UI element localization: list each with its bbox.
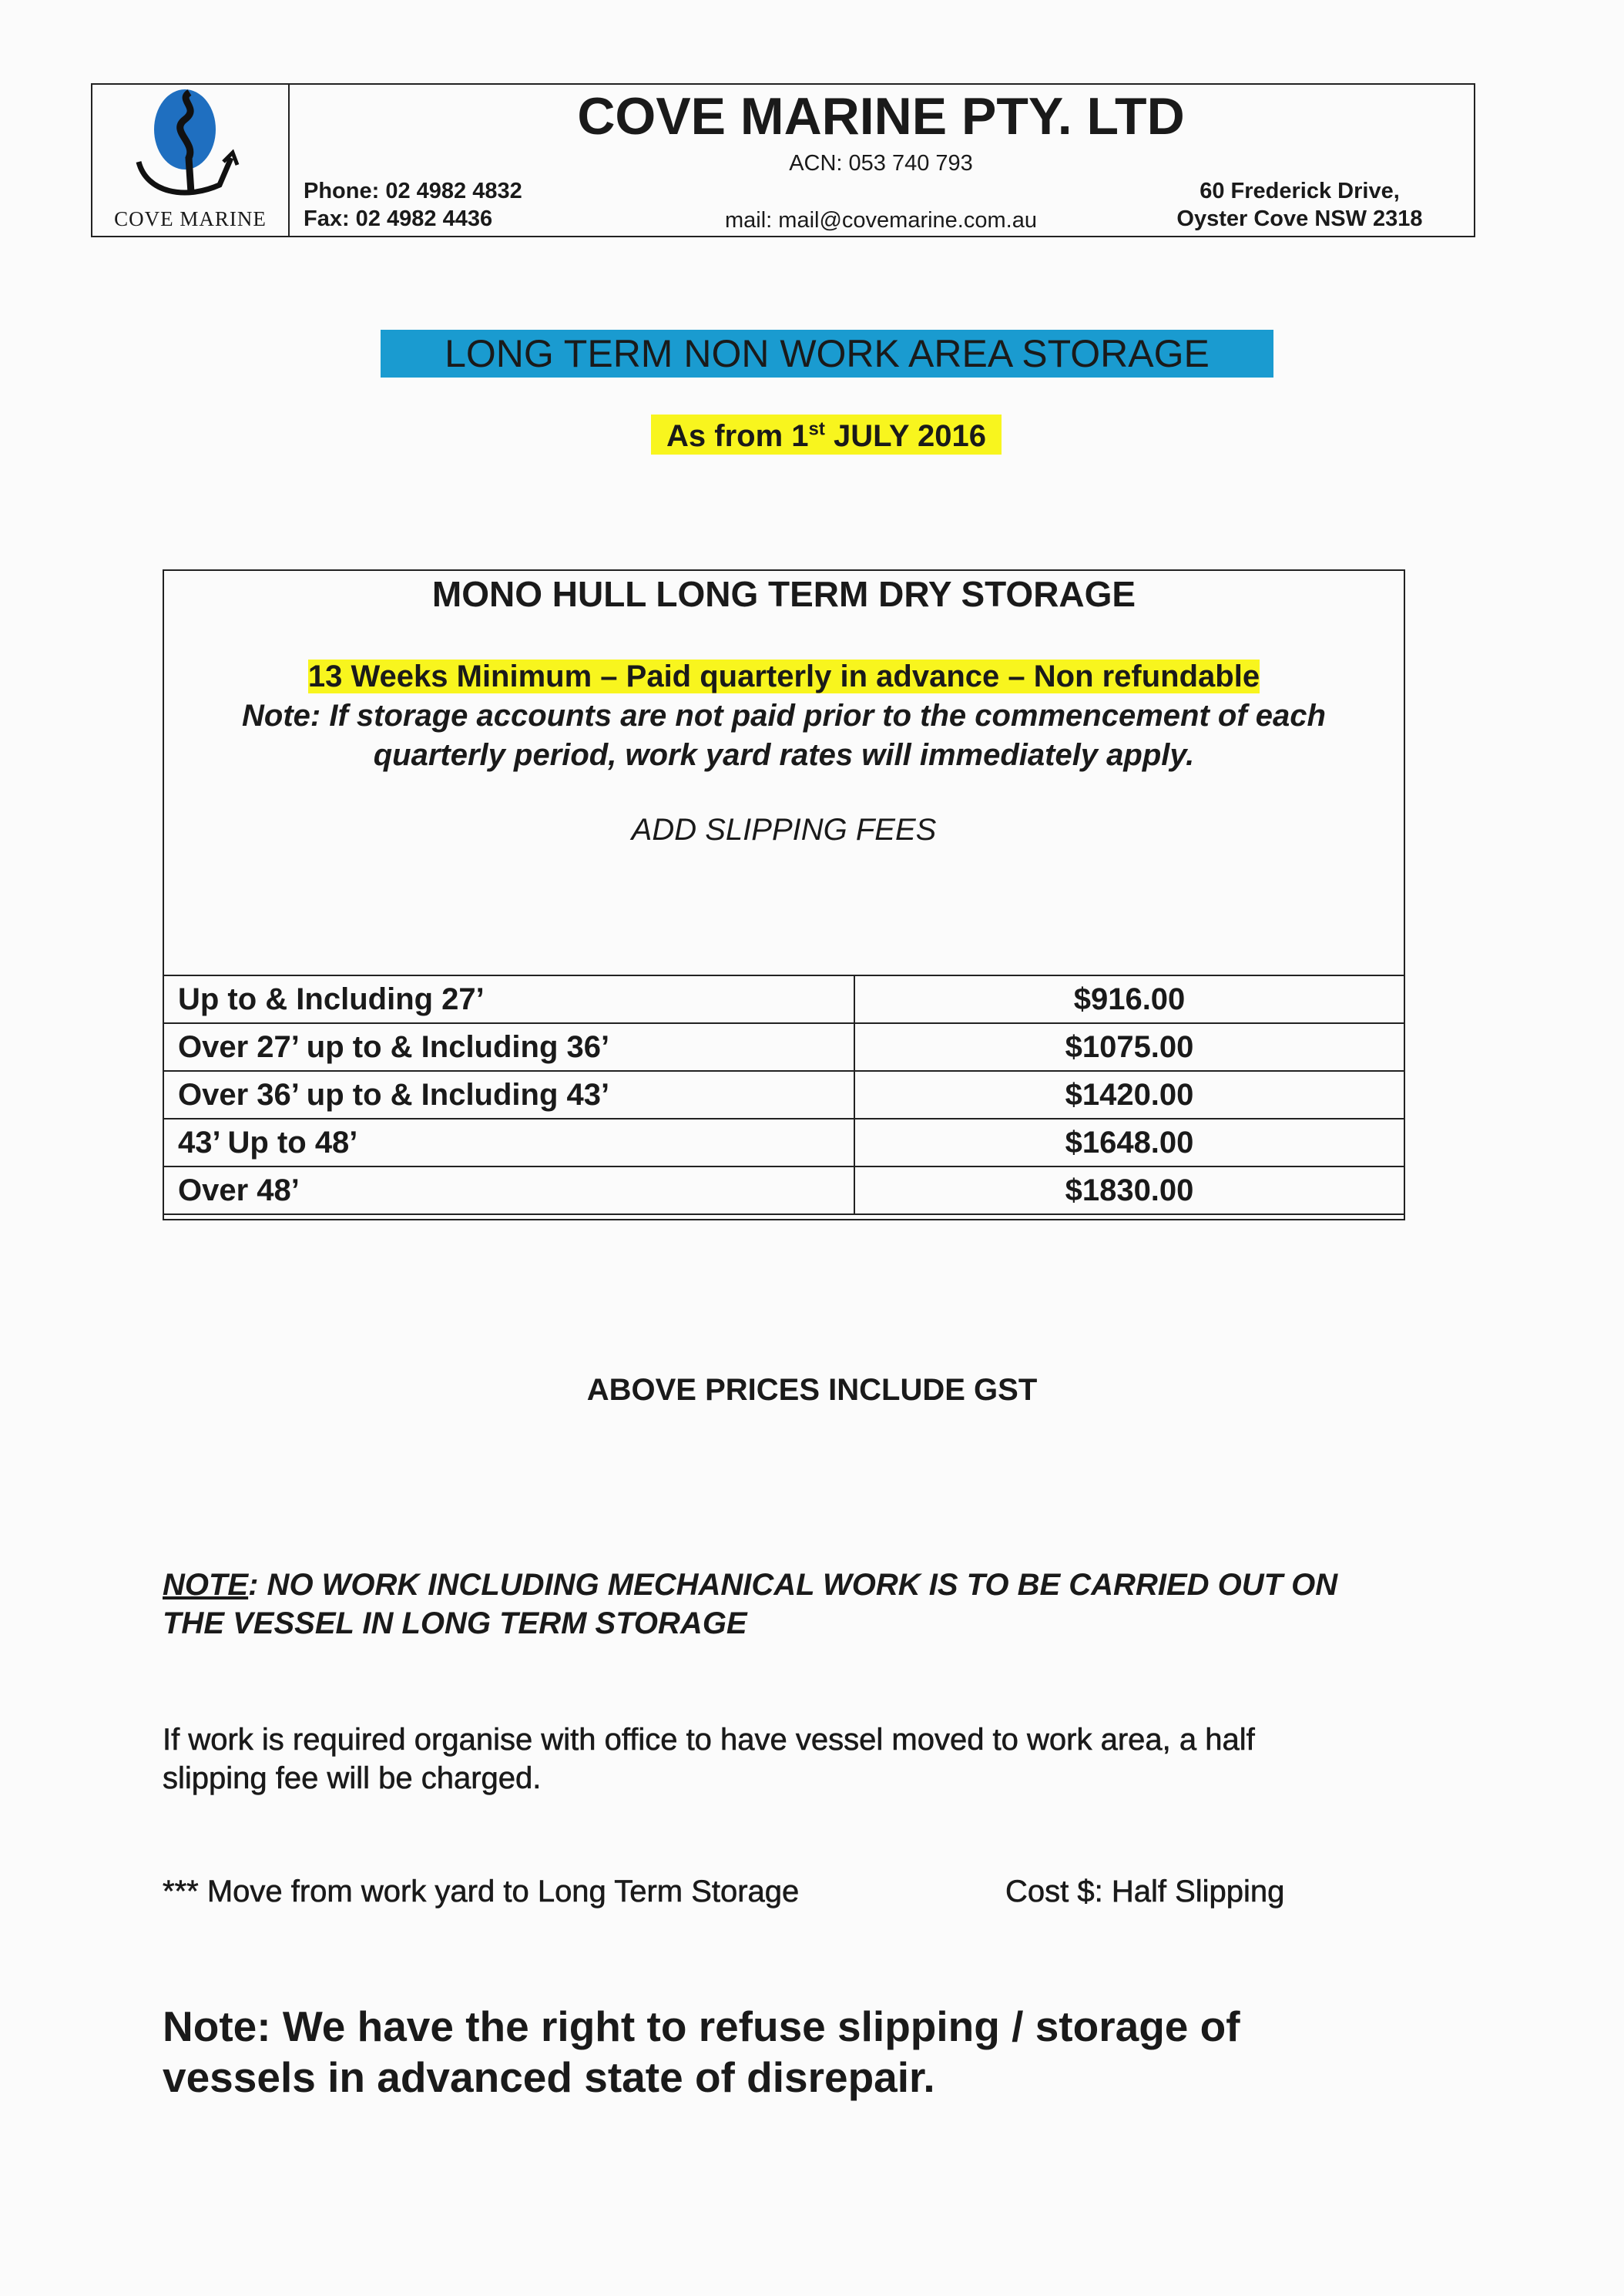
work-note (163, 1566, 1337, 1643)
price-cell: $916.00 (854, 975, 1404, 1023)
address-line2: Oyster Cove NSW 2318 (1176, 206, 1423, 231)
price-cell: $1075.00 (854, 1023, 1404, 1071)
gst-note: ABOVE PRICES INCLUDE GST (586, 1373, 1038, 1407)
logo-text: COVE MARINE (114, 207, 267, 230)
table-row (163, 1023, 1404, 1071)
refuse-line2: vessels in advanced state of disrepair. (163, 2053, 935, 2101)
letterhead (91, 83, 1475, 237)
date-sup: st (808, 418, 825, 440)
work-note-line2: THE VESSEL IN LONG TERM STORAGE (163, 1606, 747, 1640)
email: mail: mail@covemarine.com.au (725, 208, 1037, 233)
anchor-logo-icon (92, 85, 288, 208)
size-cell: 43’ Up to 48’ (163, 1119, 854, 1166)
refuse-note (163, 2001, 1240, 2103)
table-row (163, 1166, 1404, 1214)
size-cell: Up to & Including 27’ (163, 975, 854, 1023)
logo (92, 85, 290, 236)
note-line1: Note: If storage accounts are not paid prior to the commencement of each (242, 699, 1326, 733)
date-prefix: As from 1 (666, 419, 809, 453)
move-cost: Cost $: Half Slipping (1005, 1875, 1285, 1908)
acn: ACN: 053 740 793 (789, 151, 973, 176)
size-cell: Over 36’ up to & Including 43’ (163, 1071, 854, 1119)
move-text: *** Move from work yard to Long Term Storage (163, 1875, 800, 1908)
page-title: LONG TERM NON WORK AREA STORAGE (381, 330, 1273, 378)
storage-box (163, 569, 1405, 1220)
work-required-line2: slipping fee will be charged. (163, 1761, 542, 1795)
table-row (163, 1071, 1404, 1119)
minimum-terms: 13 Weeks Minimum – Paid quarterly in advance – Non refundable (307, 660, 1260, 693)
add-slipping-fees: ADD SLIPPING FEES (631, 813, 937, 847)
fax: Fax: 02 4982 4436 (304, 206, 493, 231)
price-cell: $1420.00 (854, 1071, 1404, 1119)
size-cell: Over 48’ (163, 1166, 854, 1214)
table-row (163, 1119, 1404, 1166)
size-cell: Over 27’ up to & Including 36’ (163, 1023, 854, 1071)
note-line2: quarterly period, work yard rates will immediately apply. (373, 738, 1195, 772)
work-note-line1: : NO WORK INCLUDING MECHANICAL WORK IS TO BE CARRIED OUT ON (248, 1568, 1338, 1602)
phone: Phone: 02 4982 4832 (304, 179, 522, 203)
price-cell: $1648.00 (854, 1119, 1404, 1166)
address-line1: 60 Frederick Drive, (1200, 179, 1400, 203)
work-required (163, 1720, 1255, 1798)
storage-title: MONO HULL LONG TERM DRY STORAGE (431, 574, 1136, 614)
work-note-label: NOTE (163, 1568, 249, 1602)
effective-date (651, 415, 1002, 455)
company-name: COVE MARINE PTY. LTD (577, 87, 1185, 146)
refuse-line1: Note: We have the right to refuse slipping / storage of (163, 2002, 1240, 2050)
table-row (163, 975, 1404, 1023)
work-required-line1: If work is required organise with office to have vessel moved to work area, a half (163, 1723, 1255, 1757)
price-cell: $1830.00 (854, 1166, 1404, 1214)
price-table (163, 975, 1405, 1215)
date-suffix: JULY 2016 (824, 419, 986, 453)
